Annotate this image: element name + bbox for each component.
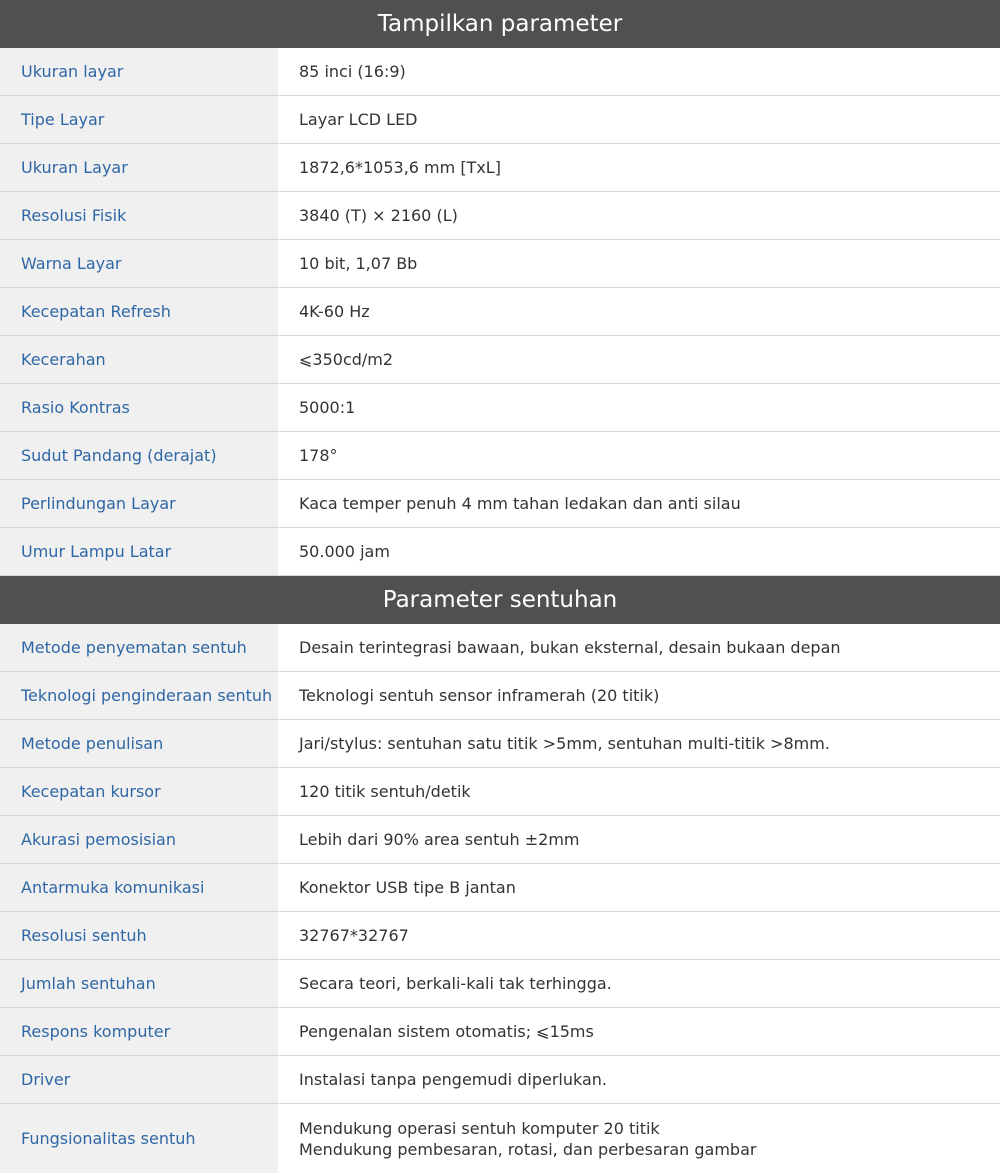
spec-row	[0, 1008, 1000, 1056]
spec-value: 1872,6*1053,6 mm [TxL]	[299, 158, 501, 177]
spec-row	[0, 192, 1000, 240]
touch-section-title: Parameter sentuhan	[382, 587, 618, 613]
spec-label: Warna Layar	[0, 240, 278, 287]
spec-row	[0, 480, 1000, 528]
display-spec-list	[0, 48, 1000, 576]
spec-value: 4K-60 Hz	[299, 302, 370, 321]
spec-value: Jari/stylus: sentuhan satu titik >5mm, sentuhan multi-titik >8mm.	[299, 734, 830, 753]
spec-label: Antarmuka komunikasi	[0, 864, 278, 911]
spec-row	[0, 144, 1000, 192]
spec-label: Ukuran Layar	[0, 144, 278, 191]
spec-row	[0, 816, 1000, 864]
spec-value: 85 inci (16:9)	[299, 62, 406, 81]
spec-value: Secara teori, berkali-kali tak terhingga.	[299, 974, 612, 993]
spec-value	[278, 1104, 1000, 1173]
spec-label: Kecerahan	[0, 336, 278, 383]
spec-row	[0, 720, 1000, 768]
spec-row	[0, 960, 1000, 1008]
spec-row	[0, 768, 1000, 816]
spec-value: 178°	[299, 446, 338, 465]
spec-row	[0, 384, 1000, 432]
spec-row	[0, 912, 1000, 960]
spec-value: 10 bit, 1,07 Bb	[299, 254, 418, 273]
spec-label: Jumlah sentuhan	[0, 960, 278, 1007]
spec-label: Kecepatan kursor	[0, 768, 278, 815]
spec-value: Desain terintegrasi bawaan, bukan eksternal, desain bukaan depan	[299, 638, 841, 657]
spec-value: Pengenalan sistem otomatis; ⩽15ms	[299, 1022, 594, 1041]
spec-label: Ukuran layar	[0, 48, 278, 95]
spec-value: Teknologi sentuh sensor inframerah (20 titik)	[299, 686, 660, 705]
spec-label: Resolusi Fisik	[0, 192, 278, 239]
spec-value: 5000:1	[299, 398, 356, 417]
spec-row	[0, 624, 1000, 672]
spec-row	[0, 672, 1000, 720]
spec-value: Kaca temper penuh 4 mm tahan ledakan dan anti silau	[299, 494, 741, 513]
touch-section-header	[0, 576, 1000, 624]
spec-value: Instalasi tanpa pengemudi diperlukan.	[299, 1070, 607, 1089]
spec-value-line: Mendukung operasi sentuh komputer 20 titik	[299, 1118, 660, 1138]
spec-row	[0, 528, 1000, 576]
spec-value: 50.000 jam	[299, 542, 390, 561]
spec-label: Teknologi penginderaan sentuh	[0, 672, 278, 719]
display-section-header	[0, 0, 1000, 48]
spec-label: Rasio Kontras	[0, 384, 278, 431]
display-section-title: Tampilkan parameter	[377, 11, 623, 37]
spec-label: Driver	[0, 1056, 278, 1103]
spec-label: Sudut Pandang (derajat)	[0, 432, 278, 479]
spec-row	[0, 96, 1000, 144]
spec-row	[0, 432, 1000, 480]
spec-value: 120 titik sentuh/detik	[299, 782, 471, 801]
spec-row	[0, 336, 1000, 384]
spec-value: 32767*32767	[299, 926, 409, 945]
spec-row	[0, 864, 1000, 912]
spec-label: Akurasi pemosisian	[0, 816, 278, 863]
spec-label: Perlindungan Layar	[0, 480, 278, 527]
spec-label: Tipe Layar	[0, 96, 278, 143]
spec-label: Kecepatan Refresh	[0, 288, 278, 335]
spec-label: Resolusi sentuh	[0, 912, 278, 959]
spec-value: Layar LCD LED	[299, 110, 418, 129]
touch-spec-list	[0, 624, 1000, 1104]
spec-label: Umur Lampu Latar	[0, 528, 278, 575]
spec-row	[0, 288, 1000, 336]
spec-value: Lebih dari 90% area sentuh ±2mm	[299, 830, 580, 849]
spec-value: Konektor USB tipe B jantan	[299, 878, 516, 897]
spec-label: Respons komputer	[0, 1008, 278, 1055]
spec-value: 3840 (T) × 2160 (L)	[299, 206, 458, 225]
spec-row	[0, 1056, 1000, 1104]
spec-label: Metode penulisan	[0, 720, 278, 767]
spec-row	[0, 48, 1000, 96]
spec-value-line: Mendukung pembesaran, rotasi, dan perbesaran gambar	[299, 1139, 757, 1159]
spec-label: Fungsionalitas sentuh	[0, 1104, 278, 1173]
spec-label: Metode penyematan sentuh	[0, 624, 278, 671]
spec-row	[0, 240, 1000, 288]
spec-value: ⩽350cd/m2	[299, 350, 394, 369]
spec-row-touch-functionality	[0, 1104, 1000, 1173]
